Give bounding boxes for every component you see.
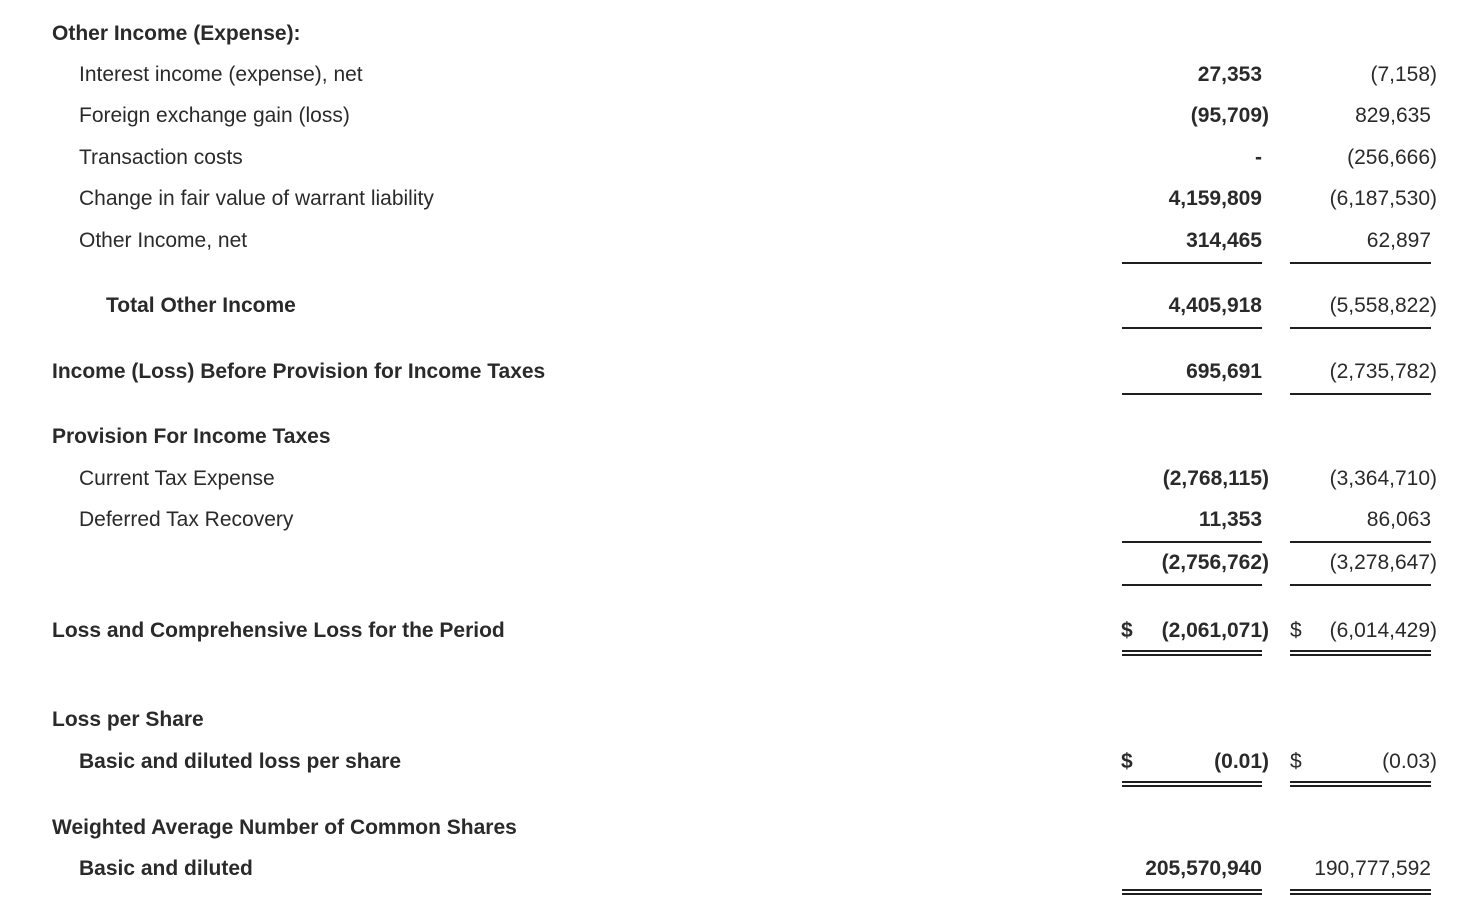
line-item-row: [0, 464, 1478, 494]
prior-period-value: (2,735,782): [1329, 360, 1437, 383]
double-underline: [1290, 650, 1431, 656]
subtotal-rule: [1290, 541, 1431, 543]
provision-subtotal-row: [0, 548, 1478, 578]
line-item-label: Transaction costs: [79, 146, 243, 169]
line-item-label: Other Income, net: [79, 229, 248, 252]
prior-period-value: (6,187,530): [1329, 187, 1437, 210]
weighted-shares-row: [0, 854, 1478, 884]
section-heading: Provision For Income Taxes: [52, 425, 331, 448]
net-loss-label: Loss and Comprehensive Loss for the Period: [52, 619, 505, 642]
loss-per-share-heading-row: [0, 705, 1478, 735]
current-period-value: (95,709): [1190, 104, 1269, 127]
current-period-value: (2,061,071): [1161, 619, 1269, 642]
current-period-value: 695,691: [1186, 360, 1262, 383]
prior-period-value: (7,158): [1370, 63, 1437, 86]
total-rule: [1122, 327, 1262, 329]
prior-period-value: (6,014,429): [1329, 619, 1437, 642]
double-underline: [1122, 889, 1262, 895]
income-before-tax-row: [0, 357, 1478, 387]
total-rule: [1290, 584, 1431, 586]
subtotal-rule: [1122, 541, 1262, 543]
prior-period-value: 62,897: [1366, 229, 1431, 252]
double-underline: [1122, 781, 1262, 787]
currency-symbol: $: [1290, 619, 1302, 642]
loss-per-share-row: [0, 747, 1478, 777]
currency-symbol: $: [1121, 750, 1133, 773]
current-period-value: 205,570,940: [1145, 857, 1262, 880]
currency-symbol: $: [1121, 619, 1133, 642]
current-period-value: 4,405,918: [1168, 294, 1262, 317]
line-item-row: [0, 143, 1478, 173]
total-label: Total Other Income: [106, 294, 296, 317]
other-income-heading-row: [0, 19, 1478, 49]
prior-period-value: (0.03): [1382, 750, 1437, 773]
prior-period-value: (5,558,822): [1329, 294, 1437, 317]
total-rule: [1290, 327, 1431, 329]
double-underline: [1122, 650, 1262, 656]
total-rule: [1122, 393, 1262, 395]
total-rule: [1290, 393, 1431, 395]
line-item-row: [0, 184, 1478, 214]
total-rule: [1122, 584, 1262, 586]
current-period-value: 4,159,809: [1168, 187, 1262, 210]
line-item-label: Current Tax Expense: [79, 467, 275, 490]
net-loss-row: [0, 616, 1478, 646]
line-item-label: Basic and diluted: [79, 857, 253, 880]
current-period-value: 11,353: [1198, 508, 1262, 531]
current-period-value: (2,768,115): [1162, 467, 1269, 490]
line-item-row: [0, 60, 1478, 90]
current-period-value: (2,756,762): [1161, 551, 1269, 574]
line-item-label: Interest income (expense), net: [79, 63, 363, 86]
subtotal-rule: [1290, 262, 1431, 264]
current-period-value: -: [1255, 146, 1262, 169]
line-item-label: Change in fair value of warrant liability: [79, 187, 434, 210]
income-before-tax-label: Income (Loss) Before Provision for Income Taxes: [52, 360, 546, 383]
line-item-row: [0, 505, 1478, 535]
subtotal-rule: [1122, 262, 1262, 264]
section-heading: Other Income (Expense):: [52, 22, 301, 45]
line-item-label: Basic and diluted loss per share: [79, 750, 402, 773]
current-period-value: (0.01): [1214, 750, 1269, 773]
line-item-row: [0, 101, 1478, 131]
double-underline: [1290, 781, 1431, 787]
prior-period-value: 86,063: [1366, 508, 1431, 531]
current-period-value: 27,353: [1197, 63, 1262, 86]
line-item-label: Deferred Tax Recovery: [79, 508, 294, 531]
section-heading: Weighted Average Number of Common Shares: [52, 816, 517, 839]
prior-period-value: (3,278,647): [1329, 551, 1437, 574]
line-item-label: Foreign exchange gain (loss): [79, 104, 350, 127]
weighted-shares-heading-row: [0, 813, 1478, 843]
prior-period-value: 829,635: [1355, 104, 1431, 127]
line-item-row: [0, 226, 1478, 256]
provision-heading-row: [0, 422, 1478, 452]
total-row: [0, 291, 1478, 321]
prior-period-value: 190,777,592: [1314, 857, 1431, 880]
current-period-value: 314,465: [1186, 229, 1262, 252]
prior-period-value: (3,364,710): [1329, 467, 1437, 490]
double-underline: [1290, 889, 1431, 895]
currency-symbol: $: [1290, 750, 1302, 773]
section-heading: Loss per Share: [52, 708, 204, 731]
prior-period-value: (256,666): [1347, 146, 1437, 169]
